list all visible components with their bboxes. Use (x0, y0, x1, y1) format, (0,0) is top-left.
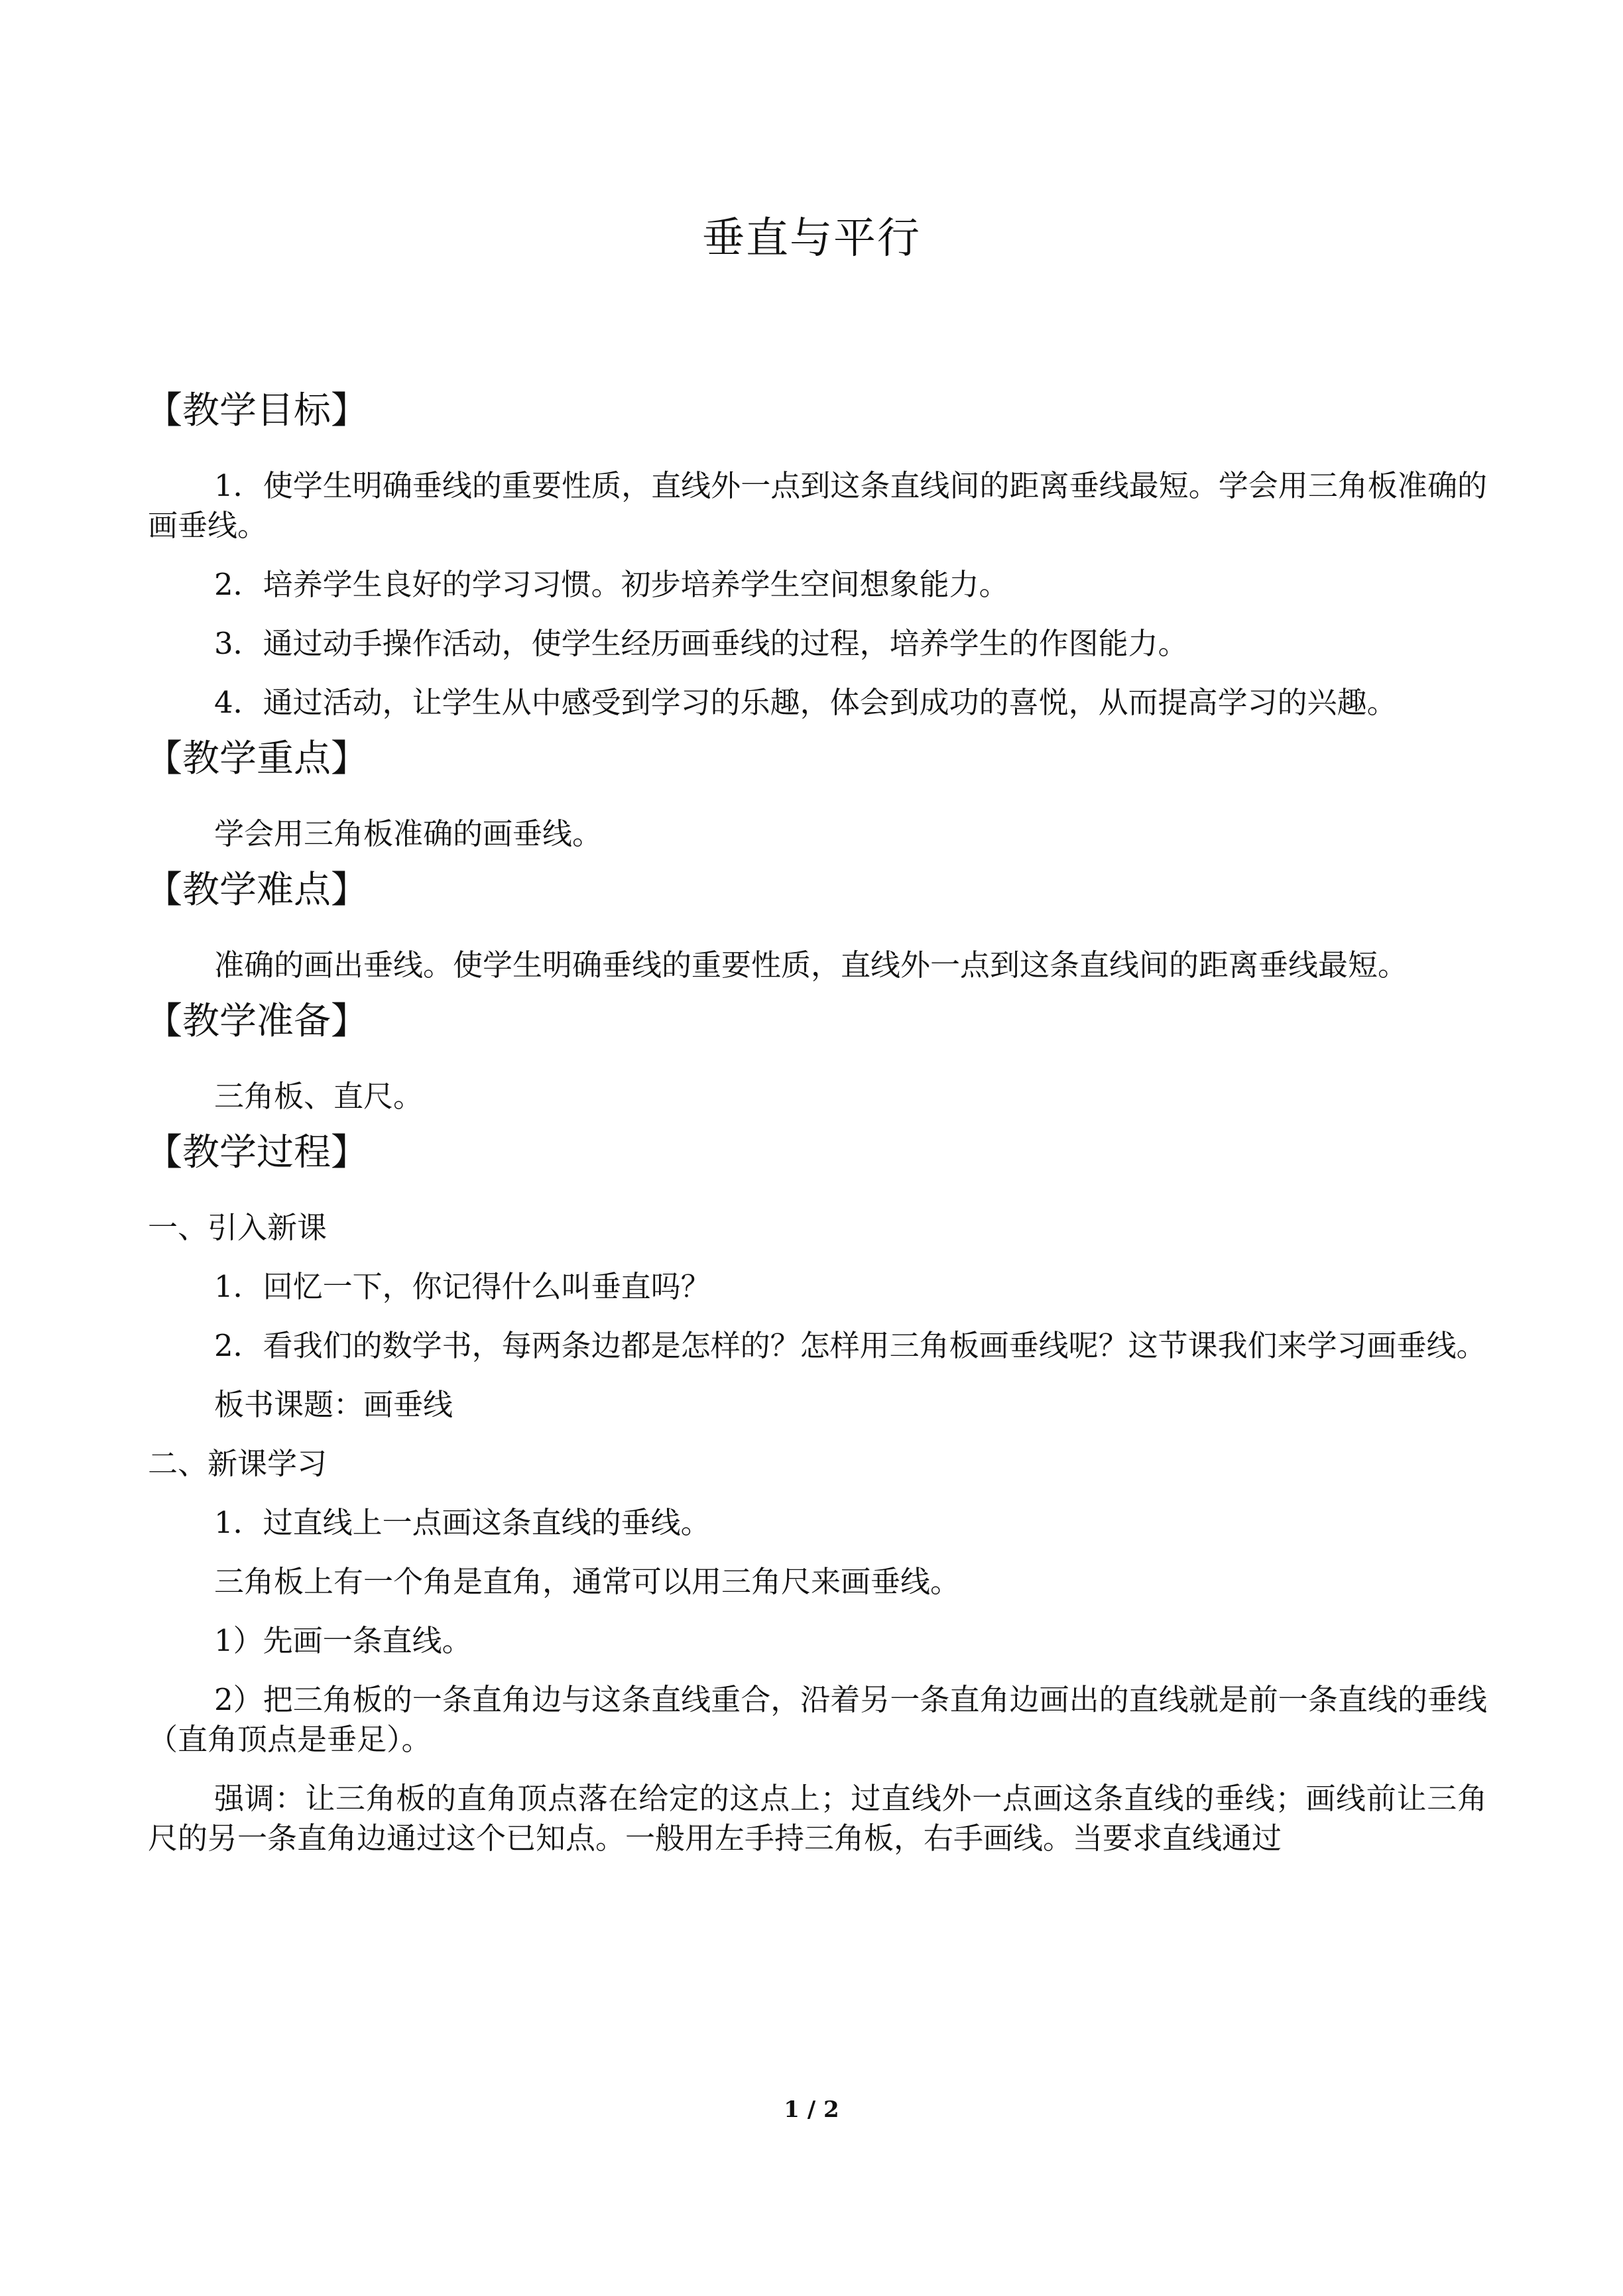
section-heading-preparation: 【教学准备】 (145, 1000, 368, 1043)
process-part1-item-2: 2．看我们的数学书，每两条边都是怎样的？怎样用三角板画垂线呢？这节课我们来学习画垂线。 (214, 1328, 1486, 1363)
process-part2-item-2: 三角板上有一个角是直角，通常可以用三角尺来画垂线。 (214, 1564, 961, 1599)
process-part2-item-1: 1．过直线上一点画这条直线的垂线。 (214, 1505, 711, 1540)
process-part2-item-4: 2）把三角板的一条直角边与这条直线重合，沿着另一条直角边画出的直线就是前一条直线的垂线（直角顶点是垂足）。 (148, 1682, 1487, 1757)
section-heading-difficulties: 【教学难点】 (145, 869, 368, 912)
section-heading-process: 【教学过程】 (145, 1131, 368, 1174)
section-heading-key-points: 【教学重点】 (145, 737, 368, 780)
section-heading-objectives: 【教学目标】 (145, 389, 368, 432)
process-part2-title: 二、新课学习 (148, 1446, 328, 1481)
objective-item-2: 2．培养学生良好的学习习惯。初步培养学生空间想象能力。 (214, 567, 1009, 602)
process-part2-item-3: 1）先画一条直线。 (214, 1623, 472, 1658)
document-title: 垂直与平行 (702, 214, 921, 263)
page-number: 1 / 2 (784, 2096, 839, 2123)
document-body (145, 381, 1487, 1858)
difficulties-text: 准确的画出垂线。使学生明确垂线的重要性质，直线外一点到这条直线间的距离垂线最短。 (214, 947, 1408, 983)
objective-item-4: 4．通过活动，让学生从中感受到学习的乐趣，体会到成功的喜悦，从而提高学习的兴趣。 (214, 685, 1397, 720)
process-part2-item-5: 强调：让三角板的直角顶点落在给定的这点上；过直线外一点画这条直线的垂线；画线前让三角尺的另一条直角边通过这个已知点。一般用左手持三角板，右手画线。当要求直线通过 (148, 1781, 1487, 1856)
process-part1-item-1: 1．回忆一下，你记得什么叫垂直吗？ (214, 1269, 711, 1304)
preparation-text: 三角板、直尺。 (214, 1079, 424, 1114)
process-part1-title: 一、引入新课 (148, 1210, 328, 1245)
objective-item-1: 1．使学生明确垂线的重要性质，直线外一点到这条直线间的距离垂线最短。学会用三角板准确的画垂线。 (148, 468, 1487, 543)
process-part1-item-3: 板书课题：画垂线 (214, 1387, 453, 1422)
objective-item-3: 3．通过动手操作活动，使学生经历画垂线的过程，培养学生的作图能力。 (214, 626, 1188, 661)
key-points-text: 学会用三角板准确的画垂线。 (214, 816, 603, 851)
